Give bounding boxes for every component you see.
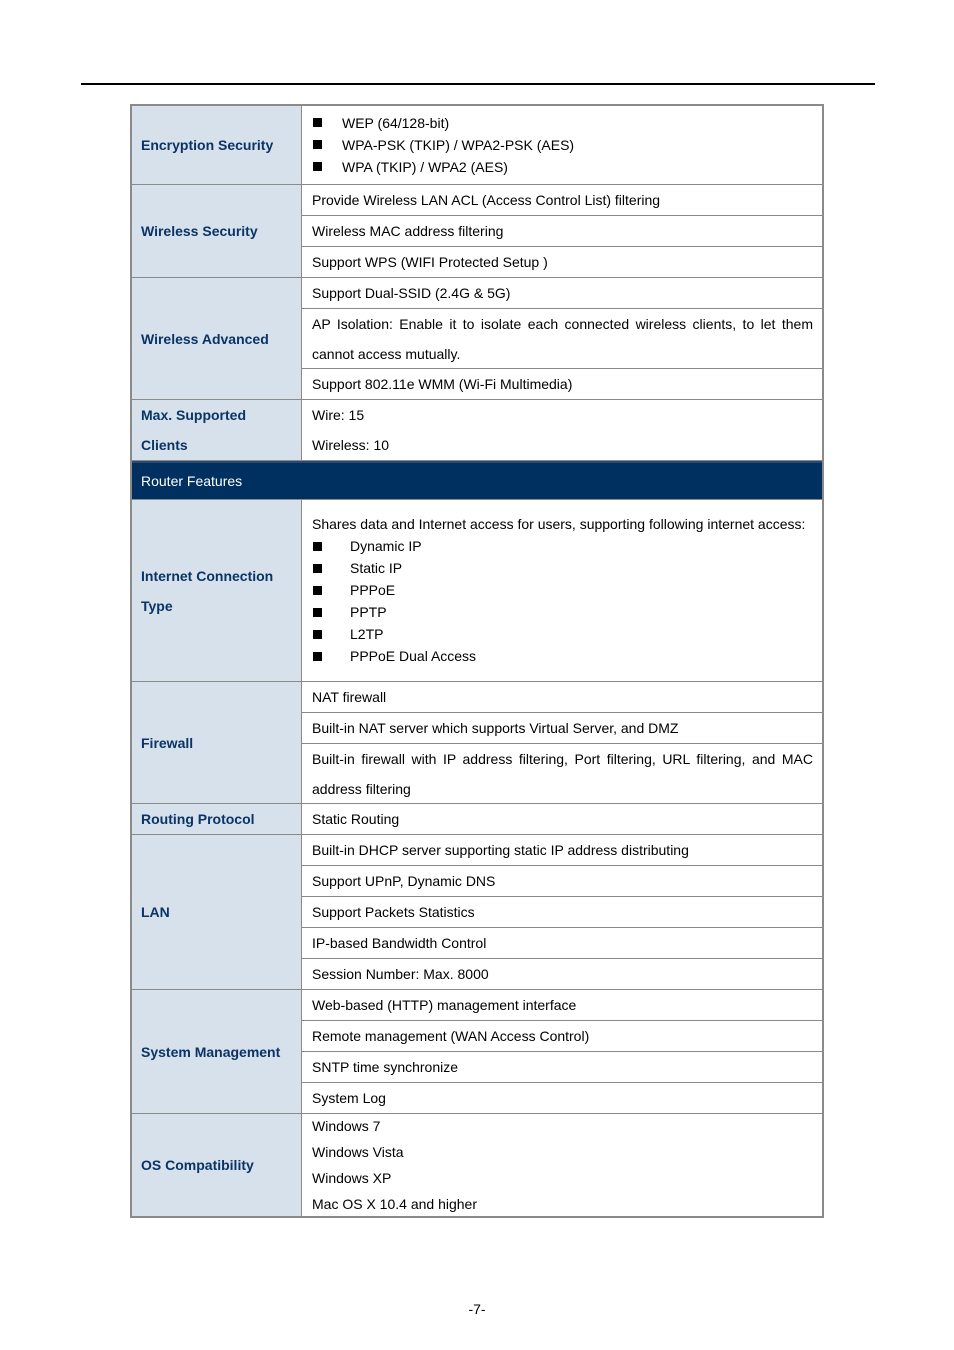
list-item: WEP (64/128-bit): [312, 112, 813, 134]
square-bullet-icon: [313, 586, 322, 595]
spec-table: [130, 104, 824, 1218]
table-cell: Wireless MAC address filtering: [302, 216, 822, 247]
bullet-list: [302, 106, 822, 183]
row-label: LAN: [132, 835, 302, 989]
list-item: Static IP: [312, 557, 813, 579]
list-item: PPTP: [312, 601, 813, 623]
row-os-compatibility: [132, 1114, 822, 1216]
row-label: Wireless Security: [132, 185, 302, 277]
square-bullet-icon: [313, 652, 322, 661]
table-cell: Support UPnP, Dynamic DNS: [302, 866, 822, 897]
square-bullet-icon: [313, 140, 322, 149]
row-wireless-advanced: [132, 278, 822, 400]
square-bullet-icon: [313, 608, 322, 617]
square-bullet-icon: [313, 542, 322, 551]
table-cell: Remote management (WAN Access Control): [302, 1021, 822, 1052]
row-label: Routing Protocol: [132, 804, 302, 834]
bullet-list: [302, 500, 822, 680]
square-bullet-icon: [313, 564, 322, 573]
table-cell: Built-in firewall with IP address filtering, Port filtering, URL filtering, and MAC address filtering: [312, 750, 813, 797]
row-wireless-security: [132, 185, 822, 278]
table-cell: Web-based (HTTP) management interface: [302, 990, 822, 1021]
row-label: Wireless Advanced: [132, 278, 302, 399]
table-cell: Support Dual-SSID (2.4G & 5G): [302, 278, 822, 309]
row-label: Encryption Security: [132, 106, 302, 184]
list-item: Dynamic IP: [312, 535, 813, 557]
page-number: -7-: [468, 1301, 486, 1317]
table-cell: Static Routing: [312, 811, 400, 827]
row-firewall: [132, 682, 822, 804]
square-bullet-icon: [313, 162, 322, 171]
list-item: WPA (TKIP) / WPA2 (AES): [312, 156, 813, 178]
table-cell: Built-in DHCP server supporting static IP address distributing: [302, 835, 822, 866]
table-cell: Provide Wireless LAN ACL (Access Control List) filtering: [302, 185, 822, 216]
row-max-supported-clients: [132, 400, 822, 461]
table-cell: Windows 7 Windows Vista Windows XP Mac OS X 10.4 and higher: [312, 1117, 477, 1212]
table-cell: Session Number: Max. 8000: [312, 966, 489, 982]
row-system-management: [132, 990, 822, 1114]
square-bullet-icon: [313, 630, 322, 639]
row-encryption-security: [132, 106, 822, 185]
intro-text: Shares data and Internet access for users, supporting following internet access:: [312, 516, 806, 532]
row-internet-connection-type: [132, 500, 822, 682]
table-cell: Support WPS (WIFI Protected Setup ): [312, 254, 548, 270]
table-cell: NAT firewall: [302, 682, 822, 713]
section-header-router-features: Router Features: [132, 461, 822, 500]
list-item: WPA-PSK (TKIP) / WPA2-PSK (AES): [312, 134, 813, 156]
row-label: Max. Supported Clients: [132, 400, 302, 460]
table-cell: IP-based Bandwidth Control: [302, 928, 822, 959]
table-cell: Support Packets Statistics: [302, 897, 822, 928]
table-cell: Built-in NAT server which supports Virtual Server, and DMZ: [302, 713, 822, 744]
list-item: L2TP: [312, 623, 813, 645]
list-item: PPPoE: [312, 579, 813, 601]
table-cell: System Log: [312, 1090, 386, 1106]
row-label: System Management: [132, 990, 302, 1113]
row-label: OS Compatibility: [132, 1114, 302, 1216]
table-cell: SNTP time synchronize: [302, 1052, 822, 1083]
header-rule: [81, 83, 875, 85]
table-cell: Support 802.11e WMM (Wi-Fi Multimedia): [312, 376, 573, 392]
row-label: Firewall: [132, 682, 302, 803]
list-item: PPPoE Dual Access: [312, 645, 813, 667]
row-routing-protocol: [132, 804, 822, 835]
row-label: Internet Connection Type: [132, 500, 302, 681]
square-bullet-icon: [313, 118, 322, 127]
table-cell: AP Isolation: Enable it to isolate each connected wireless clients, to let them cannot access mutually.: [302, 309, 822, 369]
table-cell: Wire: 15 Wireless: 10: [312, 406, 390, 453]
row-lan: [132, 835, 822, 990]
